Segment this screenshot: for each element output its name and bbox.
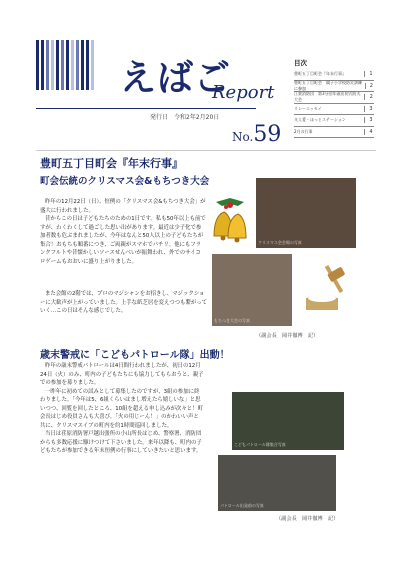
article1-headline: 豊町五丁目町会『年末行事』 xyxy=(40,157,183,170)
toc-item[interactable] xyxy=(294,115,374,127)
section-divider xyxy=(36,150,376,151)
issue-number-value: 59 xyxy=(253,122,282,147)
toc-heading: 目次 xyxy=(294,59,307,67)
photo-caption: こどもパトロール隊集合写真 xyxy=(234,442,286,447)
toc-item-page: 2 xyxy=(365,83,374,89)
issue-date: 発行日 令和2年2月20日 xyxy=(150,114,220,121)
photo-caption: クリスマス会会場の写真 xyxy=(258,240,302,245)
toc-item[interactable] xyxy=(294,127,374,139)
article1-subhead: 町会伝統のクリスマス会&もちつき大会 xyxy=(40,176,210,187)
article1-body xyxy=(40,198,206,266)
article1-paragraph: また会館の2階では、プロのマジシャンをお招きし、マジックショーに大歓声が上がっていました。上手な紙芝居を変えつつも繋がっていく…この日はそんな感じでした。 xyxy=(40,291,208,315)
toc-item-label: 支え愛・ほっとステーション xyxy=(294,117,346,123)
toc-item-label: 豊町五丁目町会『年末行事』 xyxy=(294,71,346,77)
masthead-rule xyxy=(36,108,256,109)
article1-paragraph: 昔からこの日は子どもたちのための1日です。私も50年以上も前ですが、わくわくして過ごした思い出があります。最近は少子化で参加者数も危ぶまれましたが、今年はなんと50人以上の子どもたちが集合！おもちも順番につき、ご両親がスマホでパチリ。他にもフランクフルトや昔懐かしいソースせんべいが振舞われ、外でのサイコロゲームもおおいに盛り上がりました。 xyxy=(40,216,206,265)
table-of-contents xyxy=(294,58,374,138)
photo-mochitsuki xyxy=(212,254,292,326)
toc-item[interactable] xyxy=(294,92,374,104)
toc-item-page: 4 xyxy=(364,129,374,135)
photo-patrol-start xyxy=(218,455,336,511)
masthead-stripes xyxy=(36,40,106,90)
toc-item-label: 江東消防団 第3分団年頭出初式防火大会 xyxy=(294,91,361,103)
article2-body xyxy=(40,362,204,456)
photo-patrol-group xyxy=(232,392,344,450)
article2-paragraph: 昨年の歳末警戒パトロールは4日間行われましたが、初日の12月24日（火）のみ、町内の子どもたちにも協力してもらおうと、親子での参加を募りました。 xyxy=(40,363,204,387)
article2-paragraph: 当日は荏原消防署戸越出張所の小山所長はじめ、警察署、消防団からも多数応援に駆けつけて下さいました。来年以降も、町内の子どもたちが参加できる年末恒例の行事にしていきたいと思います。 xyxy=(40,431,202,455)
toc-item-label: 2月の行事 xyxy=(294,128,313,134)
mochi-pounding-icon xyxy=(302,262,350,314)
article2-headline: 歳末警戒に「こどもパトロール隊」出動！ xyxy=(40,350,230,361)
toc-item-page: 3 xyxy=(364,117,374,123)
newsletter-title-english: Report xyxy=(212,82,275,103)
newsletter-title: えばご xyxy=(120,57,232,99)
article2-credit: （副会長 岡井徹博 記） xyxy=(276,516,339,522)
photo-caption: パトロール出発前の写真 xyxy=(220,503,264,508)
issue-prefix: No. xyxy=(232,130,254,144)
article1-credit: （副会長 岡井徹博 記） xyxy=(256,333,319,339)
toc-item-label: 豊町五丁目町会 親子小学校防災訓練に参加 xyxy=(294,79,362,91)
article1-paragraph: 昨年の12月22日（日）、恒例の「クリスマス会&もちつき大会」が盛大に行われました。 xyxy=(40,199,206,214)
issue-number xyxy=(232,122,281,147)
photo-christmas-party xyxy=(256,178,356,248)
toc-item-page: 1 xyxy=(364,71,374,77)
toc-item-page: 2 xyxy=(364,94,374,100)
toc-item[interactable] xyxy=(294,104,374,116)
photo-caption: もちつき大会の写真 xyxy=(214,318,250,323)
toc-item-page: 3 xyxy=(364,106,374,112)
christmas-bells-icon xyxy=(208,196,252,246)
toc-item-label: リレーエッセイ xyxy=(294,105,322,111)
article1-body-continued xyxy=(40,290,208,316)
article2-paragraph: 一昨年に初めての試みとして募集したのですが、3組の参加に終わりました。「今年は5、6組くらいはまし増えたら嬉しいな」と思いつつ、回覧を回したところ、10組を超える申し込みが次々と！町会長はじめ役員さんも大喜び。「火の用じーん！」のかわいい声と共に、クリスマスイブの町内を約1時間巡回しました。 xyxy=(40,388,203,429)
